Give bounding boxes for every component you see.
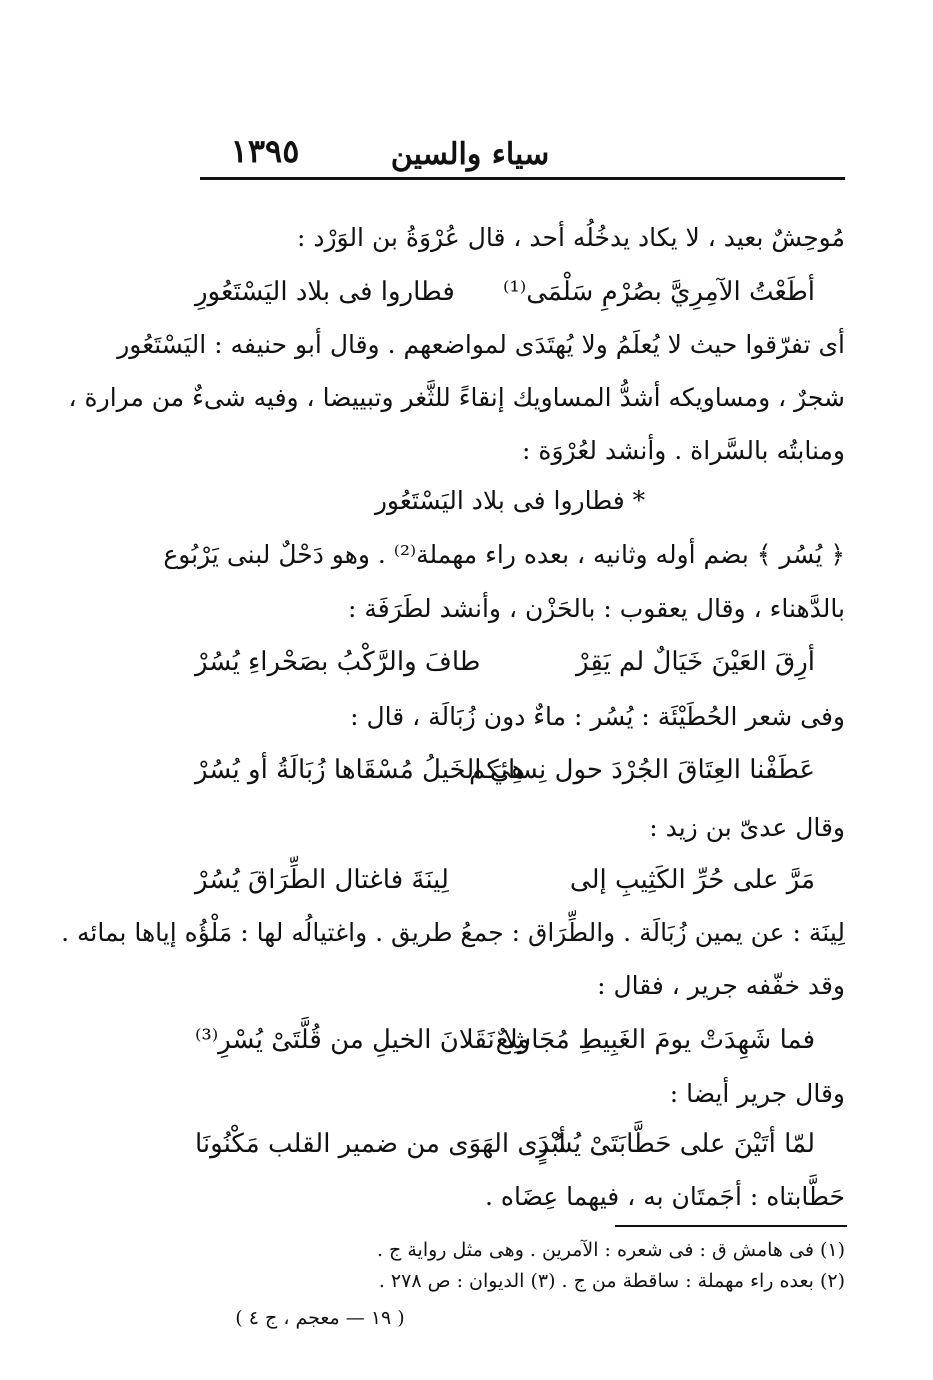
verse — [175, 640, 845, 684]
verse-hemistich-first: مَرَّ على حُرِّ الكَثِيبِ إلى — [569, 865, 815, 895]
body-line: حَطَّابتاه : أجَمتَان به ، فيهما عِضَاه . — [485, 1182, 845, 1211]
verse — [175, 1122, 845, 1166]
body-line: لِينَة : عن يمين زُبَالَة . والطِّرَاق : جمعُ طريق . واغتيالُه لها : مَلْؤُه إياها بمائه . — [61, 918, 845, 947]
verse — [175, 270, 845, 314]
body-line: شجرٌ ، ومساويكه أشدُّ المساويك إنقاءً للثَّغر وتبييضا ، وفيه شىءٌ من مرارة ، — [68, 383, 845, 412]
verse-hemistich-second: أبْدَى الهَوَى من ضمير القلب مَكْنُونَا — [195, 1129, 566, 1159]
verse-hemistich-first: فما شَهِدَتْ يومَ الغَبِيطِ مُجَاشِعٌ — [495, 1025, 815, 1055]
verse-hemistich-first: عَطَفْنا العِتَاقَ الجُرْدَ حول نِسائكم — [469, 755, 815, 785]
header-rule — [200, 177, 845, 180]
verse — [175, 1018, 845, 1062]
verse-hemistich-second: ولا نَقَلانَ الخيلِ من قُلَّتَىْ يُسْرِ⁽³⁾ — [195, 1025, 531, 1055]
footnote-rule — [615, 1225, 847, 1227]
verse-hemistich-second: طافَ والرَّكْبُ بصَحْراءِ يُسُرْ — [195, 647, 481, 677]
verse — [175, 748, 845, 792]
verse-hemistich-second: فطاروا فى بلاد اليَسْتَعُورِ — [195, 277, 455, 307]
footnote: (١) فى هامش ق : فى شعره : الآمرين . وهى مثل رواية ج . — [376, 1239, 845, 1261]
verse-hemistich-second: لِينَةَ فاغتال الطِّرَاقَ يُسُرْ — [195, 865, 449, 895]
footnote: (٢) بعده راء مهملة : ساقطة من ج . (٣) الديوان : ص ٢٧٨ . — [378, 1270, 845, 1292]
body-line: وقال جرير أيضا : — [669, 1079, 845, 1108]
entry-heading-line: ﴿ يُسُر ﴾ بضم أوله وثانيه ، بعده راء مهملة⁽²⁾ . وهو دَحْلٌ لبنى يَرْبُوع — [163, 540, 845, 569]
body-line: وفى شعر الحُطَيْئَة : يُسُر : ماءٌ دون زُبَالَة ، قال : — [350, 702, 845, 731]
verse-hemistich-first: أطَعْتُ الآمِرِيَّ بصُرْمِ سَلْمَى⁽¹⁾ — [503, 277, 815, 307]
page-number: ١٣٩٥ — [230, 132, 300, 170]
body-line: وقد خفّفه جرير ، فقال : — [597, 971, 845, 1000]
body-line: وقال عدىّ بن زيد : — [649, 813, 845, 842]
running-title: سياء والسين — [390, 137, 550, 172]
body-line: ومنابتُه بالسَّراة . وأنشد لعُرْوَة : — [521, 436, 845, 465]
verse — [175, 858, 845, 902]
verse-hemistich-second: هِيَ الخَيلُ مُسْقَاها زُبَالَةُ أو يُسُرْ — [195, 755, 526, 785]
body-line: أى تفرّقوا حيث لا يُعلَمُ ولا يُهتَدَى لمواضعهم . وقال أبو حنيفه : اليَسْتَعُور — [117, 330, 845, 359]
verse-hemistich-first: أرِقَ العَيْنَ خَيَالٌ لم يَقِرْ — [575, 647, 815, 677]
quoted-hemistich: * فطاروا فى بلاد اليَسْتَعُور — [374, 486, 646, 515]
verse-hemistich-first: لمّا أتَيْنَ على حَطَّابَتَىْ يُسُرٍ — [536, 1129, 815, 1159]
signature-mark: ( ١٩ — معجم ، ج ٤ ) — [235, 1307, 405, 1329]
body-line: بالدَّهناء ، وقال يعقوب : بالحَزْن ، وأنشد لطَرَفَة : — [348, 594, 845, 623]
body-line: مُوحِشٌ بعيد ، لا يكاد يدخُلُه أحد ، قال عُرْوَةُ بن الوَرْد : — [296, 223, 845, 252]
